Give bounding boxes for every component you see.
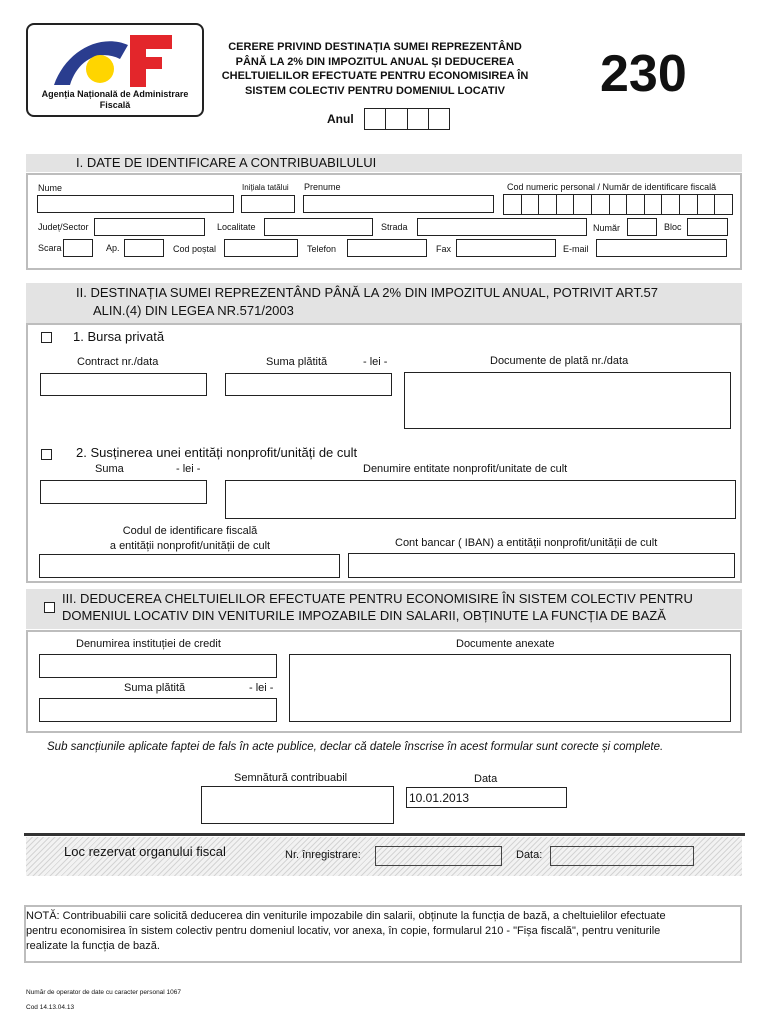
email-label: E-mail — [563, 244, 589, 254]
section3-title-line1: III. DEDUCEREA CHELTUIELILOR EFECTUATE PENTRU ECONOMISIRE ÎN SISTEM COLECTIV PENTRU — [62, 591, 693, 606]
lei2-label: - lei - — [176, 463, 201, 475]
agency-name: Agenția Națională de Administrare Fiscală — [41, 89, 189, 110]
bloc-label: Bloc — [664, 222, 682, 232]
suma-label: Suma — [95, 463, 124, 475]
cnp-input[interactable] — [503, 194, 733, 215]
nume-input[interactable] — [37, 195, 234, 213]
fax-label: Fax — [436, 244, 452, 254]
iban-input[interactable] — [348, 553, 735, 578]
initiala-input[interactable] — [241, 195, 295, 213]
denumire-entitate-label: Denumire entitate nonprofit/unitate de cult — [363, 463, 568, 475]
form-number: 230 — [600, 45, 687, 103]
section3-title-line2: DOMENIUL LOCATIV DIN VENITURILE IMPOZABILE DIN SALARII, OBȚINUTE LA FUNCȚIA DE BAZĂ — [62, 608, 666, 623]
nota-text — [26, 909, 740, 954]
documente-anexate-label: Documente anexate — [456, 638, 555, 650]
reserved-top-rule — [24, 833, 745, 836]
telefon-label: Telefon — [307, 244, 337, 254]
localitate-input[interactable] — [264, 218, 373, 236]
nota-line: realizate la funcția de bază. — [26, 940, 160, 952]
bursa-label: 1. Bursa privată — [73, 329, 165, 344]
form-title — [218, 40, 532, 98]
strada-label: Strada — [381, 222, 408, 232]
reserved-data-input[interactable] — [550, 846, 694, 866]
declaration-text: Sub sancțiunile aplicate faptei de fals în acte publice, declar că datele înscrise în acest formular sunt corecte și complete. — [47, 741, 664, 753]
cif-input[interactable] — [39, 554, 340, 578]
initiala-label: Inițiala tatălui — [242, 183, 289, 192]
section2-title-line1: II. DESTINAȚIA SUMEI REPREZENTÂND PÂNĂ LA 2% DIN IMPOZITUL ANUAL, POTRIVIT ART.57 — [76, 285, 659, 300]
cod-postal-input[interactable] — [224, 239, 298, 257]
reserved-data-label: Data: — [516, 849, 543, 861]
suma-platita-input[interactable] — [225, 373, 392, 396]
sustinere-checkbox[interactable] — [41, 449, 52, 460]
sustinere-label: 2. Susținerea unei entități nonprofit/unități de cult — [76, 445, 358, 460]
nume-label: Nume — [38, 183, 63, 193]
agency-logo-box — [26, 23, 204, 117]
lei-label: - lei - — [363, 356, 388, 368]
prenume-input[interactable] — [303, 195, 494, 213]
nr-inregistrare-label: Nr. înregistrare: — [285, 849, 361, 861]
numar-label: Număr — [593, 223, 621, 233]
ap-label: Ap. — [106, 243, 120, 253]
judet-label: Județ/Sector — [38, 222, 89, 232]
documente-plata-input[interactable] — [404, 372, 731, 429]
data-label: Data — [474, 773, 498, 785]
nota-line: pentru economisirea în sistem colectiv pentru domeniul locativ, vor anexa, în copie, formularul 210 - "Fișa fiscală", pentru veniturile — [26, 925, 661, 937]
localitate-label: Localitate — [217, 222, 256, 232]
iban-label: Cont bancar ( IBAN) a entității nonprofit/unității de cult — [395, 537, 658, 549]
documente-plata-label: Documente de plată nr./data — [490, 355, 629, 367]
form-title-line: SISTEM COLECTIV PENTRU DOMENIUL LOCATIV — [245, 84, 505, 97]
form-title-line: PÂNĂ LA 2% DIN IMPOZITUL ANUAL ȘI DEDUCEREA — [235, 55, 515, 68]
nr-inregistrare-input[interactable] — [375, 846, 502, 866]
form-title-line: CHELTUIELILOR EFECTUATE PENTRU ECONOMISIREA ÎN — [221, 70, 529, 82]
suma-input[interactable] — [40, 480, 207, 504]
scara-label: Scara — [38, 243, 62, 253]
strada-input[interactable] — [417, 218, 587, 236]
cif-label-line: Codul de identificare fiscală — [122, 525, 258, 537]
section3-checkbox[interactable] — [44, 602, 55, 613]
fax-input[interactable] — [456, 239, 556, 257]
numar-input[interactable] — [627, 218, 657, 236]
year-label: Anul — [327, 112, 354, 126]
suma-platita-iii-label: Suma plătită — [124, 682, 186, 694]
judet-input[interactable] — [94, 218, 205, 236]
footer-cod: Cod 14.13.04.13 — [26, 1004, 75, 1011]
contract-label: Contract nr./data — [77, 356, 159, 368]
cod-postal-label: Cod poștal — [173, 244, 217, 254]
reserved-title: Loc rezervat organului fiscal — [64, 844, 226, 859]
institutie-input[interactable] — [39, 654, 277, 678]
cif-label-line: a entității nonprofit/unității de cult — [109, 540, 271, 552]
data-value: 10.01.2013 — [409, 791, 470, 805]
cif-label — [70, 524, 310, 554]
semnatura-label: Semnătură contribuabil — [234, 772, 348, 784]
denumire-entitate-input[interactable] — [225, 480, 736, 519]
institutie-label: Denumirea instituției de credit — [76, 638, 221, 650]
ap-input[interactable] — [124, 239, 164, 257]
footer-operator: Număr de operator de date cu caracter personal 1067 — [26, 989, 182, 996]
prenume-label: Prenume — [304, 182, 341, 192]
year-input[interactable] — [364, 108, 450, 130]
section1-title: I. DATE DE IDENTIFICARE A CONTRIBUABILULUI — [76, 155, 377, 170]
bloc-input[interactable] — [687, 218, 728, 236]
documente-anexate-input[interactable] — [289, 654, 731, 722]
anaf-logo-icon — [48, 29, 188, 91]
nota-line: NOTĂ: Contribuabilii care solicită deducerea din veniturile impozabile din salarii, obținute la funcția de bază, a cheltuielilor efectuate — [26, 910, 666, 922]
lei-iii-label: - lei - — [249, 682, 274, 694]
scara-input[interactable] — [63, 239, 93, 257]
telefon-input[interactable] — [347, 239, 427, 257]
suma-platita-label: Suma plătită — [266, 356, 328, 368]
cnp-label: Cod numeric personal / Număr de identificare fiscală — [507, 182, 717, 192]
contract-input[interactable] — [40, 373, 207, 396]
bursa-checkbox[interactable] — [41, 332, 52, 343]
form-title-line: CERERE PRIVIND DESTINAȚIA SUMEI REPREZENTÂND — [228, 41, 522, 53]
email-input[interactable] — [596, 239, 727, 257]
semnatura-input[interactable] — [201, 786, 394, 824]
suma-platita-iii-input[interactable] — [39, 698, 277, 722]
section2-title-line2: ALIN.(4) DIN LEGEA NR.571/2003 — [93, 303, 294, 318]
data-input[interactable] — [406, 787, 567, 808]
